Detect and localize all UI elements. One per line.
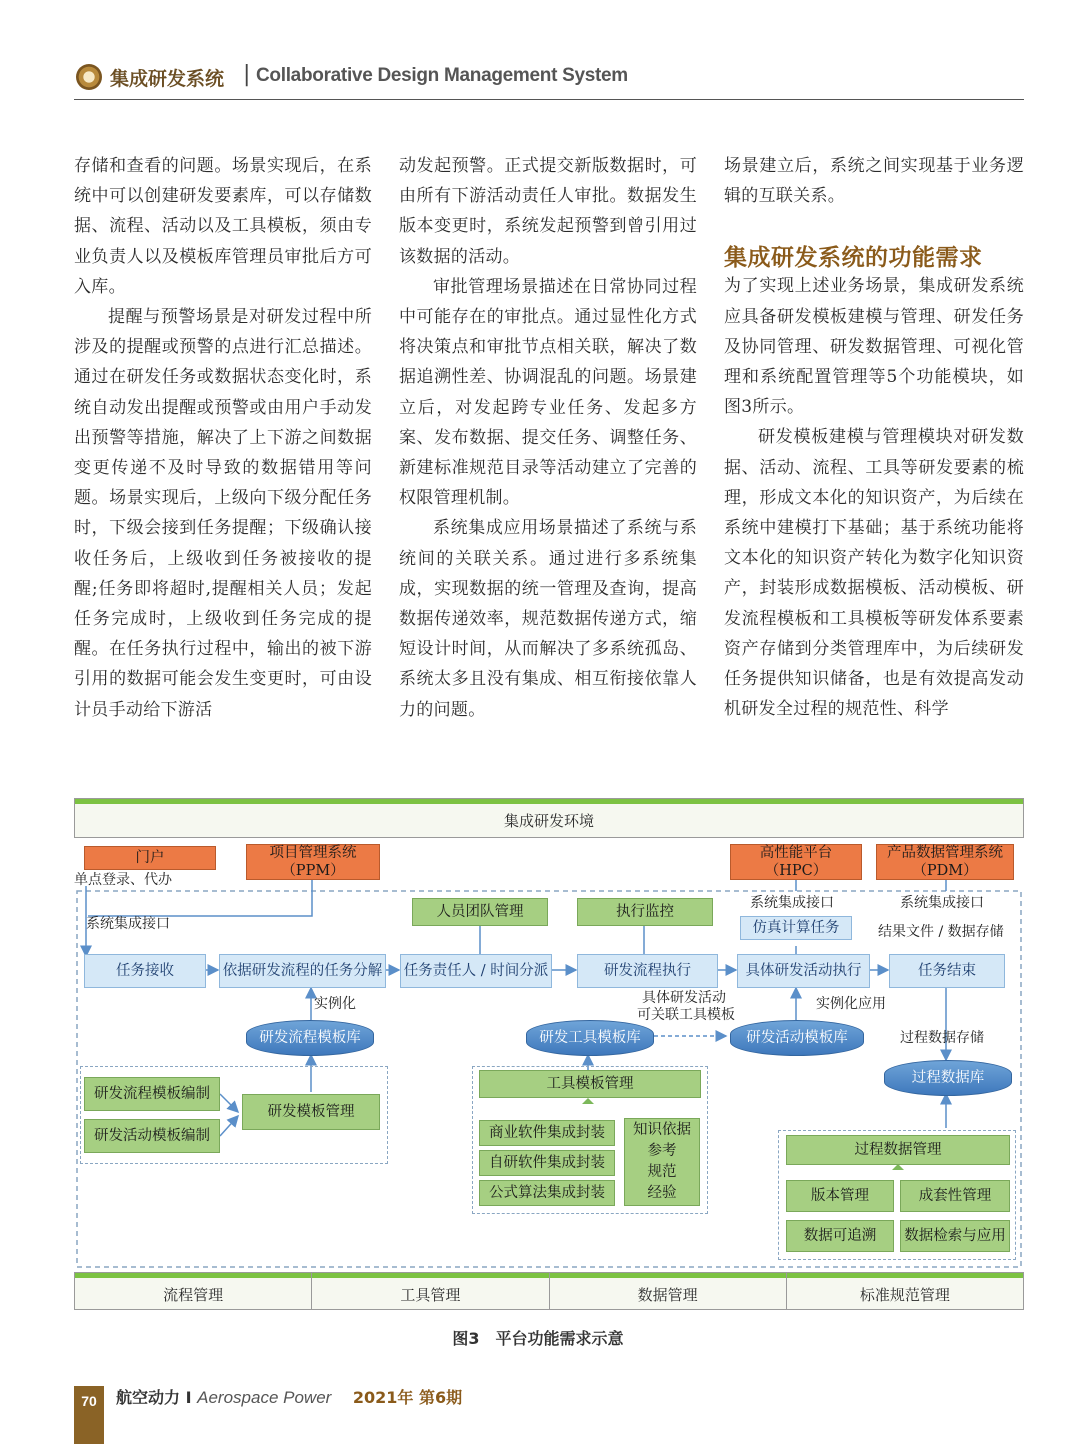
paragraph: 存储和查看的问题。场景实现后，在系统中可以创建研发要素库，可以存储数据、流程、活动以及工具模板，须由专业负责人以及模板库管理员审批后方可入库。 bbox=[74, 156, 372, 297]
knowledge-item: 知识依据 bbox=[633, 1122, 691, 1138]
data-item-3: 数据可追溯 bbox=[786, 1220, 894, 1252]
paragraph: 提醒与预警场景是对研发过程中所涉及的提醒或预警的点进行汇总描述。通过在研发任务或数据状态变化时，系统自动发出提醒或预警或由用户手动发出预警等措施，解决了上下游之间数据变更传递不及时导致的数据错用等问题。场景实现后，上级向下级分配任务时，下级会接到任务提醒；下级确认接收任务后，上级收到任务被接收的提醒;任务即将超时,提醒相关人员；发起任务完成时，上级收到任务完成的提醒。在任务执行过程中，输出的被下游引用的数据可能会发生变更时，可由设计员手动给下游活 bbox=[74, 307, 372, 720]
result-storage-label: 结果文件 / 数据存储 bbox=[878, 924, 1004, 940]
ppm-label: 项目管理系统 bbox=[269, 845, 357, 861]
paragraph: 为了实现上述业务场景，集成研发系统应具备研发模板建模与管理、研发任务及协同管理、研发数据管理、可视化管理和系统配置管理等5个功能模块，如图3所示。 bbox=[724, 276, 1024, 418]
instantiate-apply-label: 实例化应用 bbox=[816, 996, 886, 1012]
flow-step-1: 任务接收 bbox=[84, 954, 206, 988]
env-title: 集成研发环境 bbox=[503, 812, 594, 830]
flow-step-6: 任务结束 bbox=[889, 954, 1005, 988]
activity-label-1: 具体研发活动 bbox=[642, 990, 726, 1006]
lib-tool-db-icon: 研发工具模板库 bbox=[526, 1020, 654, 1056]
module-standard: 标准规范管理 bbox=[859, 1286, 950, 1304]
journal-name-en: Aerospace Power bbox=[197, 1388, 332, 1407]
data-mgmt-box: 过程数据管理 bbox=[786, 1135, 1010, 1165]
header-title-en: Collaborative Design Management System bbox=[256, 65, 628, 86]
pdm-abbr: （PDM） bbox=[912, 863, 978, 879]
text-column-3 bbox=[724, 151, 1024, 724]
flow-step-3: 任务责任人 / 时间分派 bbox=[400, 954, 552, 988]
header-separator: | bbox=[243, 62, 251, 87]
ppm-abbr: （PPM） bbox=[281, 863, 345, 879]
page-header bbox=[74, 58, 1024, 100]
activity-label-2: 可关联工具模板 bbox=[637, 1007, 735, 1023]
text-column-1 bbox=[74, 151, 372, 725]
sys-iface-pdm-label: 系统集成接口 bbox=[900, 895, 984, 911]
hpc-label: 高性能平台 bbox=[759, 845, 833, 861]
paragraph: 场景建立后，系统之间实现基于业务逻辑的互联关系。 bbox=[724, 156, 1024, 207]
paragraph: 审批管理场景描述在日常协同过程中可能存在的审批点。通过显性化方式将决策点和审批节点相关联，解决了数据追溯性差、协调混乱的问题。场景建立后，对发起跨专业任务、发起多方案、发布数据、提交任务、调整任务、新建标准规范目录等活动建立了完善的权限管理机制。 bbox=[399, 276, 697, 509]
ppm-box bbox=[246, 844, 380, 880]
env-title-bar bbox=[74, 798, 1024, 838]
platform-function-diagram bbox=[74, 798, 1024, 1310]
hpc-box bbox=[730, 844, 862, 880]
tool-item-2: 自研软件集成封装 bbox=[479, 1150, 615, 1176]
journal-logo-icon bbox=[76, 64, 102, 90]
process-store-label: 过程数据存储 bbox=[900, 1030, 984, 1046]
exec-monitor-box: 执行监控 bbox=[577, 898, 713, 926]
sim-task-box: 仿真计算任务 bbox=[740, 916, 852, 940]
paragraph: 研发模板建模与管理模块对研发数据、活动、流程、工具等研发要素的梳理，形成文本化的知识资产，为后续在系统中建模打下基础；基于系统功能将文本化的知识资产转化为数字化知识资产，封装形成数据模板、活动模板、研发流程模板和工具模板等研发体系要素资产存储到分类管理库中，为后续研发任务提供知识储备，也是有效提高发动机研发全过程的规范性、科学 bbox=[724, 427, 1024, 720]
footer-separator: I bbox=[185, 1388, 192, 1407]
lib-data-db-icon: 过程数据库 bbox=[884, 1060, 1012, 1096]
journal-issue: 2021年 第6期 bbox=[352, 1388, 463, 1407]
lib-process-db-icon: 研发流程模板库 bbox=[246, 1020, 374, 1056]
team-mgmt-box: 人员团队管理 bbox=[412, 898, 548, 926]
section-heading: 集成研发系统的功能需求 bbox=[724, 245, 983, 272]
tmpl-edit-activity-box: 研发活动模板编制 bbox=[84, 1119, 220, 1153]
paragraph: 系统集成应用场景描述了系统与系统间的关联关系。通过进行多系统集成，实现数据的统一管理及查询，提高数据传递效率，规范数据传递方式，缩短设计时间，从而解决了多系统孤岛、系统太多且没有集成、相互衔接依靠人力的问题。 bbox=[399, 518, 697, 720]
bottom-module-bar bbox=[74, 1272, 1024, 1310]
flow-step-4: 研发流程执行 bbox=[577, 954, 718, 988]
pdm-box bbox=[876, 844, 1014, 880]
tmpl-mgmt-box: 研发模板管理 bbox=[242, 1094, 380, 1130]
hpc-abbr: （HPC） bbox=[764, 863, 828, 879]
sys-iface-hpc-label: 系统集成接口 bbox=[750, 895, 834, 911]
knowledge-item: 规范 bbox=[647, 1164, 677, 1180]
journal-footer bbox=[116, 1385, 462, 1408]
text-column-2 bbox=[399, 151, 697, 725]
tool-item-1: 商业软件集成封装 bbox=[479, 1120, 615, 1146]
instantiate-label: 实例化 bbox=[314, 996, 356, 1012]
flow-step-5: 具体研发活动执行 bbox=[737, 954, 870, 988]
module-tool: 工具管理 bbox=[312, 1273, 549, 1309]
portal-box: 门户 bbox=[84, 846, 216, 870]
knowledge-item: 参考 bbox=[647, 1143, 677, 1159]
tool-mgmt-box: 工具模板管理 bbox=[479, 1070, 701, 1098]
header-title-cn: 集成研发系统 bbox=[110, 68, 225, 90]
data-item-4: 数据检索与应用 bbox=[900, 1220, 1010, 1252]
module-data: 数据管理 bbox=[550, 1273, 787, 1309]
journal-name-cn: 航空动力 bbox=[116, 1388, 181, 1407]
sys-iface-label: 系统集成接口 bbox=[86, 916, 170, 932]
knowledge-box bbox=[624, 1118, 700, 1206]
lib-activity-db-icon: 研发活动模板库 bbox=[730, 1020, 864, 1056]
module-flow: 流程管理 bbox=[75, 1273, 312, 1309]
sso-label: 单点登录、代办 bbox=[74, 872, 172, 888]
data-item-2: 成套性管理 bbox=[900, 1180, 1010, 1212]
paragraph: 动发起预警。正式提交新版数据时，可由所有下游活动责任人审批。数据发生版本变更时，系统发起预警到曾引用过该数据的活动。 bbox=[399, 156, 697, 267]
flow-step-2: 依据研发流程的任务分解 bbox=[219, 954, 386, 988]
tool-item-3: 公式算法集成封装 bbox=[479, 1180, 615, 1206]
pdm-label: 产品数据管理系统 bbox=[887, 845, 1003, 861]
page-number: 70 bbox=[81, 1393, 97, 1409]
knowledge-item: 经验 bbox=[647, 1185, 677, 1201]
data-item-1: 版本管理 bbox=[786, 1180, 894, 1212]
figure-caption: 图3 平台功能需求示意 bbox=[452, 1329, 624, 1348]
tmpl-edit-process-box: 研发流程模板编制 bbox=[84, 1077, 220, 1111]
